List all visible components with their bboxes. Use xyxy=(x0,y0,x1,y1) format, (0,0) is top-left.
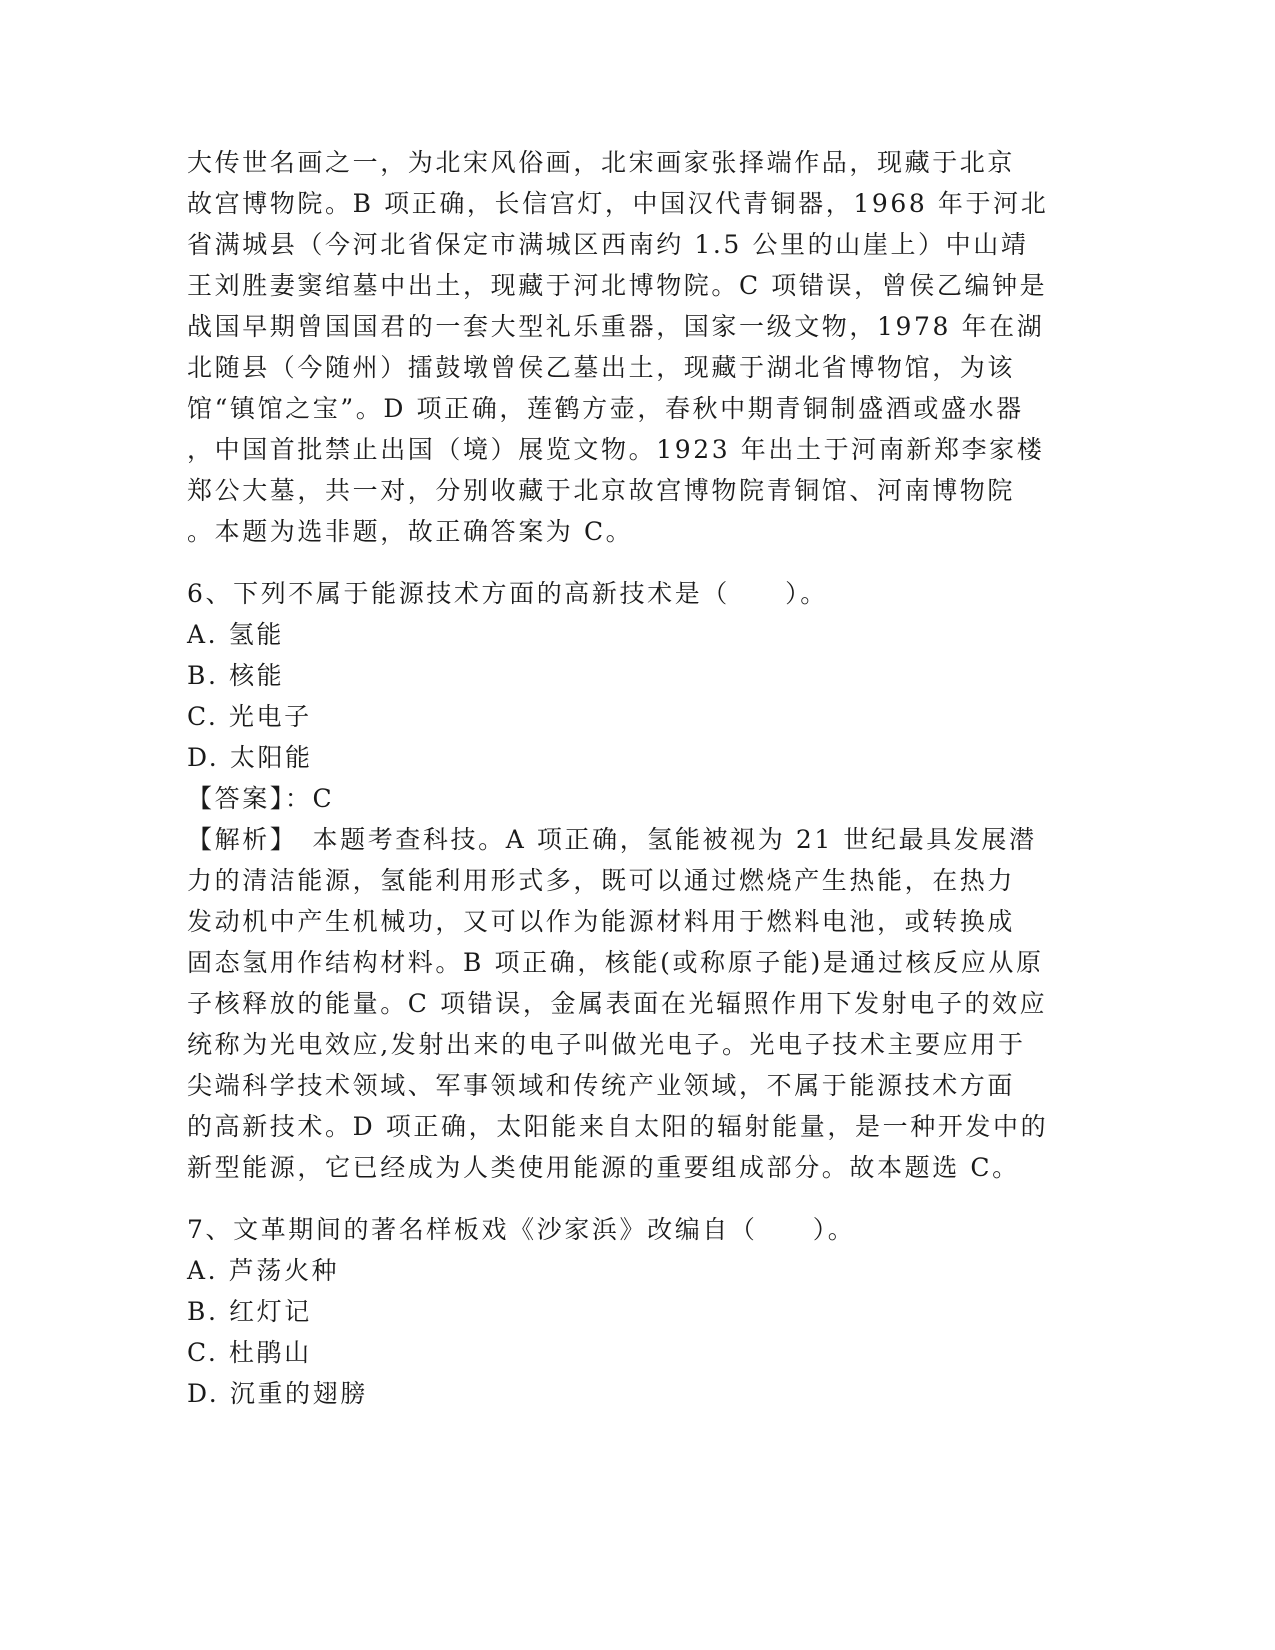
question-7-option-d: D. 沉重的翅膀 xyxy=(187,1379,368,1408)
paragraph-line: 北随县（今随州）擂鼓墩曾侯乙墓出土，现藏于湖北省博物馆，为该 xyxy=(187,353,1016,382)
paragraph-line: ，中国首批禁止出国（境）展览文物。1923 年出土于河南新郑李家楼 xyxy=(187,435,1045,464)
question-6-analysis-line: 发动机中产生机械功，又可以作为能源材料用于燃料电池，或转换成 xyxy=(187,907,1016,936)
paragraph-line: 馆“镇馆之宝”。D 项正确，莲鹤方壶，春秋中期青铜制盛酒或盛水器 xyxy=(187,394,1024,423)
paragraph-line: 大传世名画之一，为北宋风俗画，北宋画家张择端作品，现藏于北京 xyxy=(187,148,1016,177)
question-6-analysis-line: 统称为光电效应,发射出来的电子叫做光电子。光电子技术主要应用于 xyxy=(187,1030,1026,1059)
question-6-analysis-line: 子核释放的能量。C 项错误，金属表面在光辐照作用下发射电子的效应 xyxy=(187,989,1048,1018)
question-7-option-a: A. 芦荡火种 xyxy=(187,1256,340,1285)
question-6-analysis-line: 新型能源，它已经成为人类使用能源的重要组成部分。故本题选 C。 xyxy=(187,1153,1020,1182)
question-6-analysis-line: 力的清洁能源，氢能利用形式多，既可以通过燃烧产生热能，在热力 xyxy=(187,866,1016,895)
question-6-option-a: A. 氢能 xyxy=(187,620,284,649)
question-7-option-c: C. 杜鹃山 xyxy=(187,1338,312,1367)
question-6-analysis-line: 尖端科学技术领域、军事领域和传统产业领域，不属于能源技术方面 xyxy=(187,1071,1016,1100)
question-6-answer: 【答案】：C xyxy=(187,784,335,813)
paragraph-line: 战国早期曾国国君的一套大型礼乐重器，国家一级文物，1978 年在湖 xyxy=(187,312,1045,341)
question-7-option-b: B. 红灯记 xyxy=(187,1297,312,1326)
question-6-option-b: B. 核能 xyxy=(187,661,285,690)
paragraph-line: 省满城县（今河北省保定市满城区西南约 1.5 公里的山崖上）中山靖 xyxy=(187,230,1029,259)
question-6-option-c: C. 光电子 xyxy=(187,702,312,731)
question-6-title: 6、下列不属于能源技术方面的高新技术是（ ）。 xyxy=(187,579,828,608)
paragraph-line: 郑公大墓，共一对，分别收藏于北京故宫博物院青铜馆、河南博物院 xyxy=(187,476,1016,505)
question-7-title: 7、文革期间的著名样板戏《沙家浜》改编自（ ）。 xyxy=(187,1215,856,1244)
question-6-option-d: D. 太阳能 xyxy=(187,743,313,772)
question-6-analysis-line: 固态氢用作结构材料。B 项正确，核能(或称原子能)是通过核反应从原 xyxy=(187,948,1044,977)
paragraph-line: 故宫博物院。B 项正确，长信宫灯，中国汉代青铜器，1968 年于河北 xyxy=(187,189,1049,218)
paragraph-line: 王刘胜妻窦绾墓中出土，现藏于河北博物院。C 项错误，曾侯乙编钟是 xyxy=(187,271,1048,300)
paragraph-line: 。本题为选非题，故正确答案为 C。 xyxy=(187,517,634,546)
question-6-analysis-line: 的高新技术。D 项正确，太阳能来自太阳的辐射能量，是一种开发中的 xyxy=(187,1112,1049,1141)
question-6-analysis-line: 【解析】 本题考查科技。A 项正确，氢能被视为 21 世纪最具发展潜 xyxy=(187,825,1037,854)
